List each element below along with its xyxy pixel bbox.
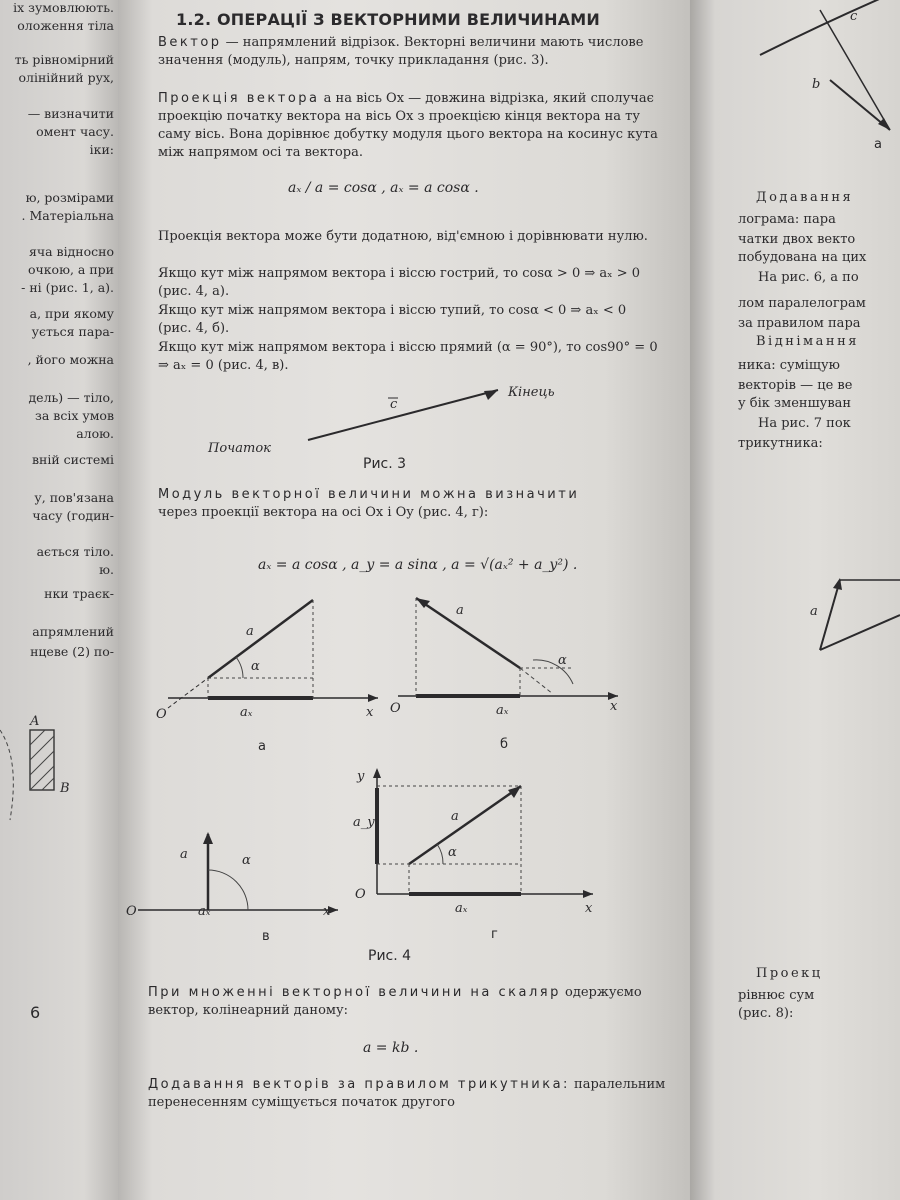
proj-x-label: aₓ (455, 901, 468, 916)
right-text-line: трикутника: (738, 436, 823, 451)
vector-a-line (409, 786, 521, 864)
left-text-fragment: іки: (89, 142, 114, 157)
left-text-fragment: — визначити (27, 106, 114, 121)
paragraph-projection-definition (158, 90, 658, 162)
vector-c-line (308, 390, 498, 440)
angle-label: α (558, 653, 567, 668)
left-text-fragment: за всіх умов (35, 408, 114, 423)
right-fig7 (810, 560, 900, 670)
right-text-line: На рис. 7 пок (758, 416, 851, 431)
left-text-fragment: вній системі (31, 452, 114, 467)
left-text-fragment: нцеве (2) по- (30, 644, 114, 659)
vector-c-label: c (390, 397, 398, 412)
term-vector: Вектор (158, 35, 222, 50)
right-text-line: чатки двох векто (738, 232, 856, 247)
left-figure (0, 700, 120, 840)
point-b-label: B (60, 781, 70, 796)
left-text-fragment: ю, розмірами (25, 190, 114, 205)
left-text-fragment: , його можна (27, 352, 114, 367)
formula-modulus: aₓ = a cosα , a_y = a sinα , a = √(aₓ² + a_y²) . (258, 557, 578, 573)
term-modulus: Модуль векторної величини можна визначити (158, 487, 580, 502)
left-text-fragment: ю. (99, 562, 114, 577)
vector-a-label: a (456, 603, 464, 618)
angle-label: α (251, 659, 260, 674)
right-top-figure (730, 0, 900, 150)
proj-y-label: a_y (353, 815, 375, 830)
paragraph-modulus (158, 486, 668, 522)
paragraph-obtuse-angle: Якщо кут між напрямом вектора і віссю тупий, то cosα < 0 ⇒ aₓ < 0 (рис. 4, б). (158, 303, 627, 336)
left-text-fragment: апрямлений (32, 624, 114, 639)
x-axis-label: x (610, 699, 618, 714)
x-axis-label: x (585, 901, 593, 916)
origin-label: O (355, 887, 366, 902)
end-label: Кінець (508, 385, 555, 400)
subfigure-a-label: a (874, 137, 882, 152)
x-axis-label: x (366, 705, 374, 720)
term-scalar-multiplication: При множенні векторної величини на скаляр (148, 985, 561, 1000)
page-number: 6 (30, 1003, 41, 1022)
subfigure-v-label: в (262, 929, 270, 944)
left-text-fragment: ається тіло. (36, 544, 114, 559)
right-text-line: у бік зменшуван (738, 396, 852, 411)
left-text-fragment: нки траєк- (44, 586, 114, 601)
left-text-fragment: оложення тіла (17, 18, 114, 33)
vector-a-line (208, 600, 313, 678)
x-axis-label: x (323, 904, 331, 919)
paragraph-scalar-multiplication (148, 984, 668, 1020)
figure-4b (388, 590, 628, 760)
paragraph-projection-sign: Проекція вектора може бути додатною, від'ємною і дорівнювати нулю. (158, 229, 648, 244)
figure-3-caption: Рис. 3 (363, 456, 407, 472)
figure-3 (208, 380, 588, 460)
term-projection: Проекція вектора (158, 91, 320, 106)
right-text-line: лом паралелограм (738, 296, 866, 311)
left-text-fragment: очкою, а при (27, 262, 114, 277)
left-text-fragment: а, при якому (29, 306, 114, 321)
right-text-line: Додавання (756, 190, 854, 205)
figure-4a (148, 590, 378, 760)
right-text-line: Віднімання (756, 334, 859, 349)
proj-x-label: aₓ (496, 703, 509, 718)
vector-c-arrowhead (484, 390, 498, 400)
left-text-fragment: ується пара- (31, 324, 114, 339)
vector-a-line (416, 598, 520, 668)
point-a-label: A (30, 714, 40, 729)
left-text-fragment: олінійний рух, (18, 70, 114, 85)
left-text-fragment: омент часу. (36, 124, 114, 139)
paragraph-right-angle: Якщо кут між напрямом вектора і віссю прямий (α = 90°), то cos90° = 0 ⇒ aₓ = 0 (рис. 4, в). (158, 340, 658, 373)
subfigure-a-label: а (258, 739, 266, 754)
vector-b-label: b (812, 77, 821, 92)
right-text-line: На рис. 6, а по (758, 270, 859, 285)
left-page (0, 0, 120, 1200)
y-axis-label: y (357, 769, 365, 784)
proj-x-label: aₓ (198, 904, 211, 919)
vector-c-label: c (850, 9, 858, 24)
right-text-line: побудована на цих (738, 250, 867, 265)
formula-scalar: a = kb . (363, 1040, 419, 1056)
start-label: Початок (208, 441, 271, 456)
paragraph-text: — напрямлений відрізок. Векторні величини мають числове значення (модуль), напрям, точку прикладання (рис. 3). (158, 35, 644, 68)
paragraph-text: a на вісь Ox — довжина відрізка, який сполучає проекцію початку вектора на вісь Ox з проекцією кінця вектора на ту саму вісь. Вона дорівнює добутку модуля цього вектора на косинус кута між напрямом осі та вектора. (158, 91, 658, 160)
right-text-line: векторів — це ве (738, 378, 853, 393)
left-text-fragment: ть рівномірний (14, 52, 114, 67)
left-text-fragment: у, пов'язана (34, 490, 114, 505)
paragraph-text: одержуємо вектор, колінеарний даному: (148, 985, 642, 1018)
origin-label: O (126, 904, 137, 919)
vector-a-label: a (451, 809, 459, 824)
figure-4v (118, 820, 348, 950)
left-text-fragment: алою. (76, 426, 114, 441)
left-text-fragment: іх зумовлюють. (13, 0, 114, 15)
figure-4g (353, 760, 603, 940)
left-text-fragment: часу (годин- (32, 508, 114, 523)
subfigure-b-label: б (500, 737, 509, 752)
proj-x-label: aₓ (240, 705, 253, 720)
section-title: 1.2. ОПЕРАЦІЇ З ВЕКТОРНИМИ ВЕЛИЧИНАМИ (176, 10, 601, 29)
vector-a-label: a (246, 624, 254, 639)
left-text-fragment: дель) — тіло, (28, 390, 114, 405)
origin-label: O (156, 707, 167, 722)
subfigure-g-label: г (491, 927, 498, 942)
formula-projection: aₓ / a = cosα , aₓ = a cosα . (288, 180, 479, 196)
right-text-line: лограма: пара (738, 212, 836, 227)
vector-a-label: a (810, 604, 818, 619)
vector-a-label: a (180, 847, 188, 862)
paragraph-triangle-rule (148, 1076, 668, 1112)
paragraph-acute-angle: Якщо кут між напрямом вектора і віссю гострий, то cosα > 0 ⇒ aₓ > 0 (рис. 4, а). (158, 266, 641, 299)
right-page (690, 0, 900, 1200)
right-text-line: за правилом пара (738, 316, 861, 331)
origin-label: O (390, 701, 401, 716)
term-triangle-rule: Додавання векторів за правилом трикутника: (148, 1077, 570, 1092)
right-text-line: ника: суміщую (738, 358, 840, 373)
paragraph-text: паралельним перенесенням суміщується початок другого (148, 1077, 666, 1110)
figure-4-caption: Рис. 4 (368, 948, 412, 964)
paragraph-vector-definition (158, 34, 658, 70)
angle-label: α (242, 853, 251, 868)
paragraph-text: через проекції вектора на осі Ox і Oy (рис. 4, г): (158, 505, 489, 520)
right-text-line: рівнює сум (738, 988, 815, 1003)
center-page (118, 0, 690, 1200)
right-text-line: Проекц (756, 966, 823, 981)
angle-label: α (448, 845, 457, 860)
left-text-fragment: яча відносно (28, 244, 114, 259)
left-text-fragment: . Матеріальна (21, 208, 114, 223)
left-text-fragment: - ні (рис. 1, а). (21, 280, 114, 295)
right-text-line: (рис. 8): (738, 1006, 794, 1021)
